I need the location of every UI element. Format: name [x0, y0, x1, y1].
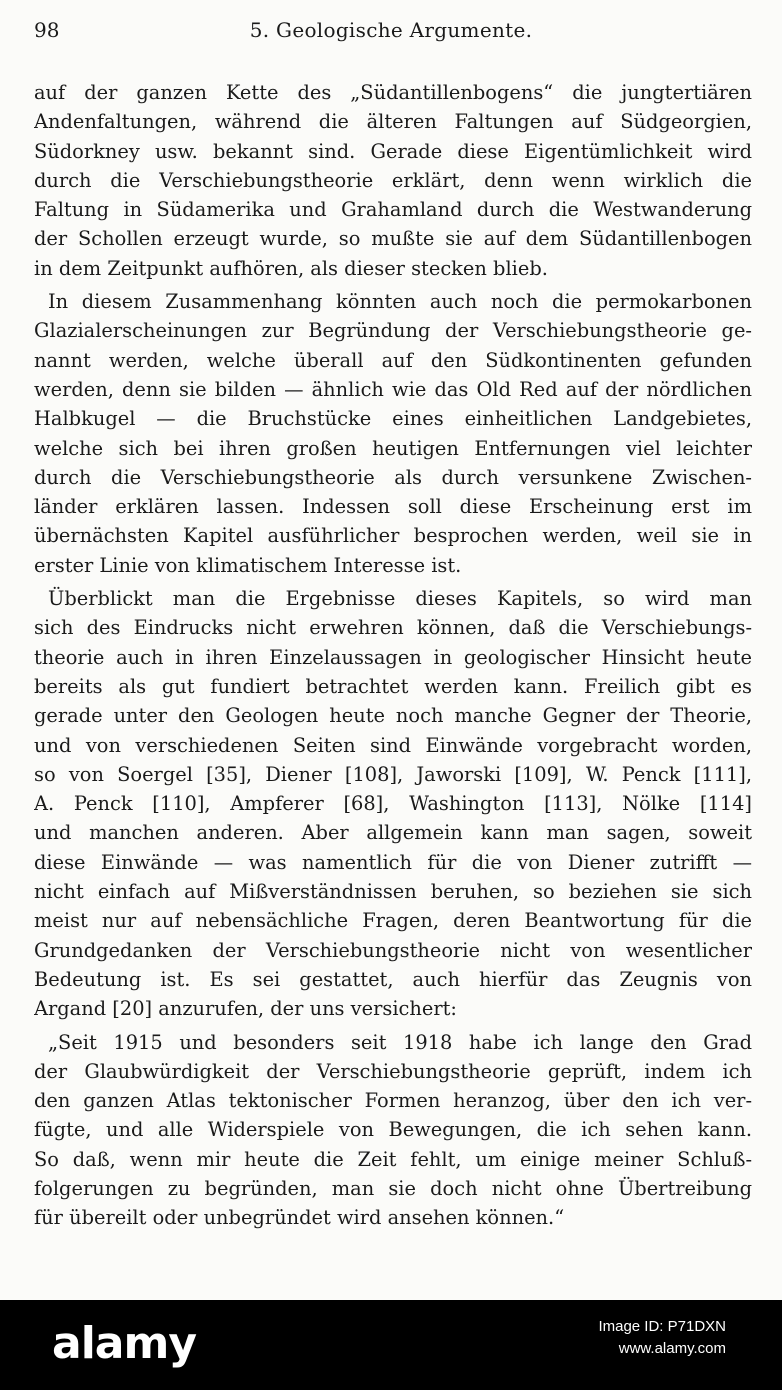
text-line: gerade unter den Geologen heute noch manche Gegner der Theorie,: [34, 704, 752, 728]
paragraph-3: [34, 584, 752, 1023]
page-number: 98: [34, 18, 60, 42]
image-id-block: [598, 1316, 726, 1360]
text-line: der Glaubwürdigkeit der Verschiebungstheorie geprüft, indem ich: [34, 1059, 752, 1083]
paragraph-2: [34, 287, 752, 580]
text-line: Grundgedanken der Verschiebungstheorie nicht von wesentlicher: [34, 938, 752, 962]
text-line: Argand [20] anzurufen, der uns versichert:: [34, 997, 457, 1021]
text-line: Überblickt man die Ergebnisse dieses Kapitels, so wird man: [48, 587, 752, 611]
text-line: Bedeutung ist. Es sei gestattet, auch hierfür das Zeugnis von: [34, 967, 752, 991]
text-line: durch die Verschiebungstheorie als durch versunkene Zwischen-: [34, 465, 752, 489]
text-line: nannt werden, welche überall auf den Südkontinenten gefunden: [34, 348, 752, 372]
text-line: Halbkugel — die Bruchstücke eines einheitlichen Landgebietes,: [34, 407, 752, 431]
text-line: durch die Verschiebungstheorie erklärt, denn wenn wirklich die: [34, 168, 752, 192]
text-line: und manchen anderen. Aber allgemein kann man sagen, soweit: [34, 821, 752, 845]
text-line: diese Einwände — was namentlich für die von Diener zutrifft —: [34, 850, 752, 874]
text-line: welche sich bei ihren großen heutigen Entfernungen viel leichter: [34, 436, 752, 460]
running-head: 5. Geologische Argumente.: [249, 18, 533, 42]
quote-paragraph: [34, 1028, 752, 1233]
alamy-logo: alamy: [52, 1318, 196, 1369]
page-body: [34, 78, 752, 1233]
text-line: erster Linie von klimatischem Interesse ist.: [34, 553, 462, 577]
text-line: Glazialerscheinungen zur Begründung der Verschiebungstheorie ge-: [34, 319, 752, 343]
text-line: theorie auch in ihren Einzelaussagen in geologischer Hinsicht heute: [34, 645, 752, 669]
text-line: der Schollen erzeugt wurde, so mußte sie auf dem Südantillenbogen: [34, 227, 752, 251]
text-line: übernächsten Kapitel ausführlicher besprochen werden, weil sie in: [34, 524, 752, 548]
image-id: Image ID: P71DXN: [598, 1318, 726, 1335]
paragraph-1: [34, 78, 752, 283]
text-line: und von verschiedenen Seiten sind Einwände vorgebracht worden,: [34, 733, 752, 757]
text-line: nicht einfach auf Mißverständnissen beruhen, so beziehen sie sich: [34, 880, 752, 904]
text-line: bereits als gut fundiert betrachtet werden kann. Freilich gibt es: [34, 674, 752, 698]
site-url: www.alamy.com: [618, 1340, 726, 1357]
text-line: „Seit 1915 und besonders seit 1918 habe ich lange den Grad: [48, 1030, 752, 1054]
text-line: fügte, und alle Widerspiele von Bewegungen, die ich sehen kann.: [34, 1118, 752, 1142]
text-line: In diesem Zusammenhang könnten auch noch die permokarbonen: [48, 290, 752, 314]
text-line: folgerungen zu begründen, man sie doch nicht ohne Übertreibung: [34, 1176, 752, 1200]
text-line: sich des Eindrucks nicht erwehren können, daß die Verschiebungs-: [34, 616, 752, 640]
text-line: Faltung in Südamerika und Grahamland durch die Westwanderung: [34, 198, 752, 222]
text-line: So daß, wenn mir heute die Zeit fehlt, um einige meiner Schluß-: [34, 1147, 752, 1171]
text-line: so von Soergel [35], Diener [108], Jaworski [109], W. Penck [111],: [34, 762, 752, 786]
page-header: [34, 18, 748, 48]
text-line: Andenfaltungen, während die älteren Faltungen auf Südgeorgien,: [34, 110, 752, 134]
text-line: Südorkney usw. bekannt sind. Gerade diese Eigentümlichkeit wird: [34, 139, 752, 163]
text-line: in dem Zeitpunkt aufhören, als dieser stecken blieb.: [34, 256, 548, 280]
text-line: A. Penck [110], Ampferer [68], Washington [113], Nölke [114]: [34, 792, 752, 816]
text-line: werden, denn sie bilden — ähnlich wie das Old Red auf der nördlichen: [34, 377, 752, 401]
text-line: den ganzen Atlas tektonischer Formen heranzog, über den ich ver-: [34, 1089, 752, 1113]
text-line: meist nur auf nebensächliche Fragen, deren Beantwortung für die: [34, 909, 752, 933]
stock-footer: [0, 1300, 782, 1390]
text-line: für übereilt oder unbegründet wird ansehen können.“: [34, 1206, 565, 1230]
text-line: länder erklären lassen. Indessen soll diese Erscheinung erst im: [34, 495, 752, 519]
text-line: auf der ganzen Kette des „Südantillenbogens“ die jungtertiären: [34, 81, 752, 104]
